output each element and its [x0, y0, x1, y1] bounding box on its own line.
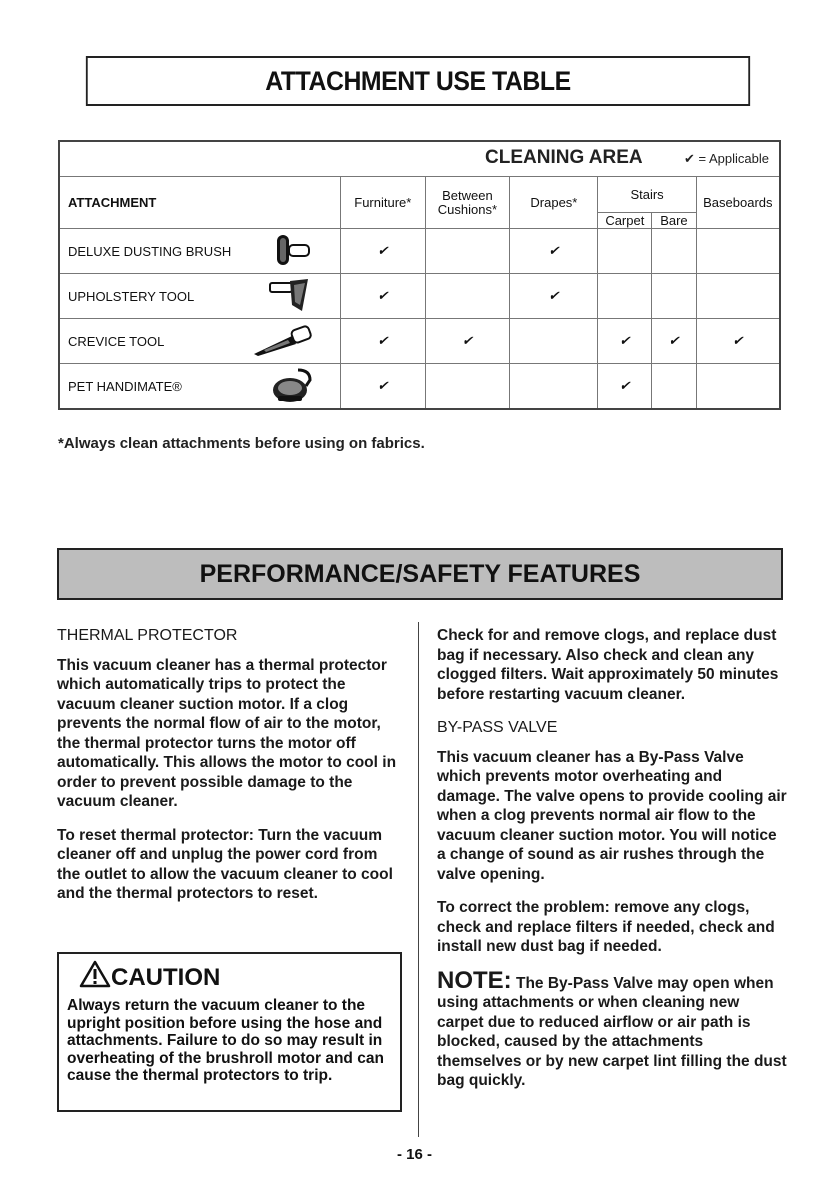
check-mark: ✔ [341, 364, 426, 410]
by-pass-valve-heading: BY-PASS VALVE [437, 719, 558, 736]
table-row [59, 319, 780, 364]
page-title: ATTACHMENT USE TABLE [86, 56, 750, 106]
right-column [437, 626, 787, 1105]
check-mark: ✔ [510, 229, 598, 274]
check-mark: ✔ [598, 364, 652, 410]
bare-column-header: Bare [652, 213, 696, 229]
dusting-brush-icon [252, 229, 341, 274]
check-mark: ✔ [652, 319, 696, 364]
attachment-column-header: ATTACHMENT [59, 177, 341, 229]
warning-triangle-icon [79, 960, 111, 995]
check-mark: ✔ [341, 229, 426, 274]
footnote: *Always clean attachments before using on fabrics. [58, 435, 425, 452]
caution-title: CAUTION [111, 963, 221, 991]
check-mark: ✔ [425, 319, 510, 364]
caution-box [57, 952, 402, 1112]
applicable-legend: ✔ = Applicable [684, 151, 769, 166]
stairs-column-header: Stairs [598, 177, 696, 213]
empty-cell [652, 229, 696, 274]
between-cushions-column-header: Between Cushions* [425, 177, 510, 229]
attachment-name: DELUXE DUSTING BRUSH [59, 229, 252, 274]
upholstery-tool-icon [252, 274, 341, 319]
check-mark: ✔ [510, 274, 598, 319]
check-mark: ✔ [341, 319, 426, 364]
by-pass-valve-text: This vacuum cleaner has a By-Pass Valve which prevents motor overheating and damage. The valve opens to provide cooling air when a clog prevents normal air flow to the vacuum cleaner suction motor. You will notice a change of sound as air rushes through the valve opening. [437, 748, 787, 883]
attachment-name: UPHOLSTERY TOOL [59, 274, 252, 319]
attachment-name: CREVICE TOOL [59, 319, 252, 364]
correct-problem-text: To correct the problem: remove any clogs, check and replace filters if needed, check and install new dust bag if needed. [437, 899, 775, 955]
attachment-name: PET HANDIMATE® [59, 364, 252, 410]
reset-instructions-text: To reset thermal protector: Turn the vacuum cleaner off and unplug the power cord from the outlet to allow the vacuum cleaner to cool and the thermal protectors to reset. [57, 826, 393, 902]
thermal-protector-heading: THERMAL PROTECTOR [57, 627, 238, 644]
table-row [59, 229, 780, 274]
empty-cell [598, 229, 652, 274]
caution-heading [79, 960, 392, 995]
thermal-protector-text: This vacuum cleaner has a thermal protector which automatically trips to protect the vacuum cleaner suction motor. If a clog prevents the normal flow of air to the motor, the thermal protector turns the motor off automatically. This allows the motor to cool in order to prevent possible damage to the vacuum cleaner. [57, 656, 397, 810]
empty-cell [652, 274, 696, 319]
page-number: - 16 - [397, 1146, 433, 1163]
table-row [59, 364, 780, 410]
drapes-column-header: Drapes* [510, 177, 598, 229]
empty-cell [425, 274, 510, 319]
check-mark: ✔ [598, 319, 652, 364]
check-mark: ✔ [341, 274, 426, 319]
column-divider [418, 622, 419, 1137]
crevice-tool-icon [252, 319, 341, 364]
note-paragraph [437, 966, 787, 1091]
left-column [57, 626, 402, 918]
empty-cell [510, 364, 598, 410]
clog-check-text: Check for and remove clogs, and replace dust bag if necessary. Also check and clean any clogged filters. Wait approximately 50 minutes before restarting vacuum cleaner. [437, 627, 779, 703]
empty-cell [652, 364, 696, 410]
empty-cell [696, 229, 780, 274]
cleaning-area-title: CLEANING AREA [485, 147, 643, 168]
table-row [59, 274, 780, 319]
empty-cell [425, 229, 510, 274]
performance-safety-title: PERFORMANCE/SAFETY FEATURES [57, 548, 783, 600]
empty-cell [696, 364, 780, 410]
empty-cell [425, 364, 510, 410]
empty-cell [598, 274, 652, 319]
carpet-column-header: Carpet [598, 213, 652, 229]
check-mark: ✔ [696, 319, 780, 364]
pet-handimate-icon [252, 364, 341, 410]
baseboards-column-header: Baseboards [696, 177, 780, 229]
attachment-use-table [58, 140, 781, 410]
furniture-column-header: Furniture* [341, 177, 426, 229]
note-label: NOTE: [437, 966, 512, 994]
empty-cell [696, 274, 780, 319]
caution-text: Always return the vacuum cleaner to the upright position before using the hose and attachments. Failure to do so may result in overheating of the brushroll motor and can cause the thermal protectors to trip. [67, 997, 384, 1084]
cleaning-area-header [59, 141, 780, 177]
empty-cell [510, 319, 598, 364]
note-text: The By-Pass Valve may open when using attachments or when cleaning new carpet due to reduced airflow or air path is blocked, caused by the attachments themselves or by new carpet lint filling the dust bag quickly. [437, 974, 787, 1089]
